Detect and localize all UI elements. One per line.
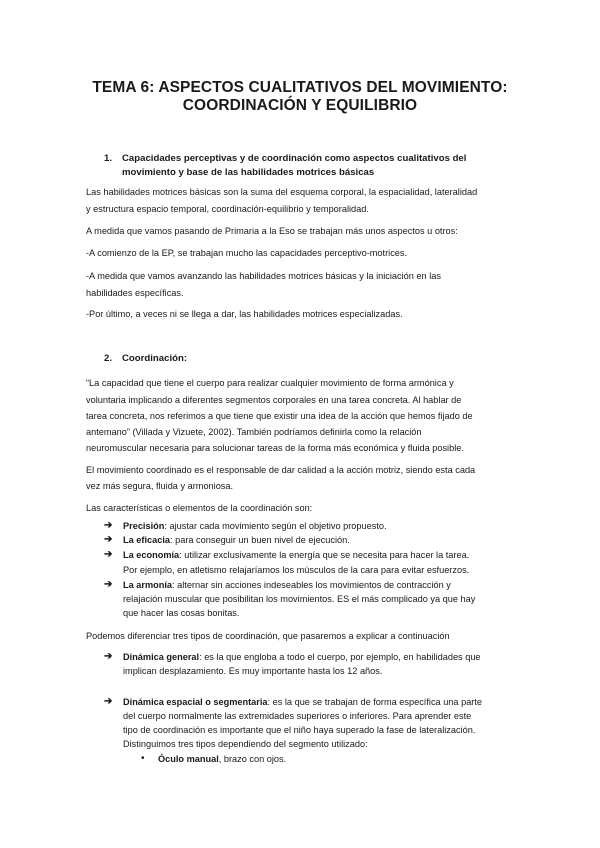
arrow-icon: ➔	[104, 579, 113, 590]
quote-line: voluntaria implicando a diferentes segmentos corporales en una tarea concreta. Al hablar de	[86, 395, 462, 405]
caracteristicas-p: Las características o elementos de la coordinación son:	[86, 503, 313, 513]
section1-p4-line1: -A medida que vamos avanzando las habilidades motrices básicas y la iniciación en las	[86, 271, 441, 281]
bullet-term: La economía	[123, 550, 180, 560]
movimiento-p-line2: vez más segura, fluida y armoniosa.	[86, 481, 234, 491]
bullet-term: La armonía	[123, 580, 173, 590]
arrow-icon: ➔	[104, 696, 113, 707]
bullet-dot-icon: •	[141, 753, 145, 764]
bullet-text: : alternar sin acciones indeseables los movimientos de contracción y	[172, 580, 451, 590]
bullet-term: Precisión	[123, 521, 165, 531]
bullet-text: : es la que se trabajan de forma específica una parte	[267, 697, 483, 707]
arrow-icon: ➔	[104, 651, 113, 662]
quote-line: “La capacidad que tiene el cuerpo para realizar cualquier movimiento de forma armónica y	[86, 378, 454, 388]
arrow-icon: ➔	[104, 549, 113, 560]
section1-number: 1.	[104, 153, 113, 164]
section1-p2: A medida que vamos pasando de Primaria a la Eso se trabajan más unos aspectos u otros:	[86, 226, 458, 236]
section1-p3: -A comienzo de la EP, se trabajan mucho las capacidades perceptivo-motrices.	[86, 248, 408, 258]
quote-line: tarea concreta, nos referimos a que tiene que existir una idea de la acción que hemos fijado de	[86, 411, 473, 421]
section1-p4-line2: habilidades específicas.	[86, 288, 184, 298]
dinamica-espacial-cont: Distinguimos tres tipos dependiendo del segmento utilizado:	[123, 739, 368, 749]
bullet-armonia-cont: que hacer las cosas bonitas.	[123, 608, 240, 618]
section1-heading-line2: movimiento y base de las habilidades motrices básicas	[122, 167, 375, 178]
bullet-economia-cont: Por ejemplo, en atletismo relajaríamos los músculos de la cara para evitar esfuerzos.	[123, 565, 470, 575]
arrow-icon: ➔	[104, 534, 113, 545]
section2-heading-text: Coordinación:	[122, 353, 188, 364]
dinamica-espacial-cont: del cuerpo normalmente las extremidades superiores o inferiores. Para aprender este	[123, 711, 472, 721]
page-title-line1: TEMA 6: ASPECTOS CUALITATIVOS DEL MOVIMIENTO:	[92, 79, 508, 96]
section1-p5: -Por último, a veces ni se llega a dar, las habilidades motrices especializadas.	[86, 309, 403, 319]
dinamica-general-cont: implican desplazamiento. Es muy importante hasta los 12 años.	[123, 666, 383, 676]
bullet-armonia-cont: relajación muscular que posibilitan los movimientos. ES el más complicado ya que hay	[123, 594, 476, 604]
bullet-text: : para conseguir un buen nivel de ejecución.	[170, 535, 350, 545]
section1-p1-line2: y estructura espacio temporal, coordinación-equilibrio y temporalidad.	[86, 204, 369, 214]
bullet-term: La eficacia	[123, 535, 170, 545]
section2-number: 2.	[104, 353, 113, 364]
quote-line: antemano” (Villada y Vizuete, 2002). También podríamos definirla como la relación	[86, 427, 422, 437]
movimiento-p-line1: El movimiento coordinado es el responsable de dar calidad a la acción motriz, siendo esta cada	[86, 465, 476, 475]
quote-line: neuromuscular necesaria para solucionar tareas de la forma más económica y fluida posible.	[86, 443, 464, 453]
bullet-text: : ajustar cada movimiento según el objetivo propuesto.	[164, 521, 387, 531]
bullet-text: : utilizar exclusivamente la energía que se necesita para hacer la tarea.	[179, 550, 470, 560]
dinamica-espacial-cont: tipo de coordinación es importante que el niño haya superado la fase de lateralización.	[123, 725, 476, 735]
arrow-icon: ➔	[104, 520, 113, 531]
bullet-text: : es la que engloba a todo el cuerpo, por ejemplo, en habilidades que	[199, 652, 481, 662]
bullet-text: , brazo con ojos.	[218, 754, 287, 764]
page-title-line2: COORDINACIÓN Y EQUILIBRIO	[182, 97, 418, 114]
bullet-term: Dinámica general	[123, 652, 200, 662]
bullet-term: Óculo manual	[158, 754, 219, 764]
section1-heading-line1: Capacidades perceptivas y de coordinación como aspectos cualitativos del	[122, 153, 467, 164]
tipos-p: Podemos diferenciar tres tipos de coordinación, que pasaremos a explicar a continuación	[86, 631, 450, 641]
section1-heading-cont	[122, 165, 374, 180]
section1-p1-line1: Las habilidades motrices básicas son la suma del esquema corporal, la espacialidad, lateralidad	[86, 187, 478, 197]
bullet-term: Dinámica espacial o segmentaria	[123, 697, 268, 707]
